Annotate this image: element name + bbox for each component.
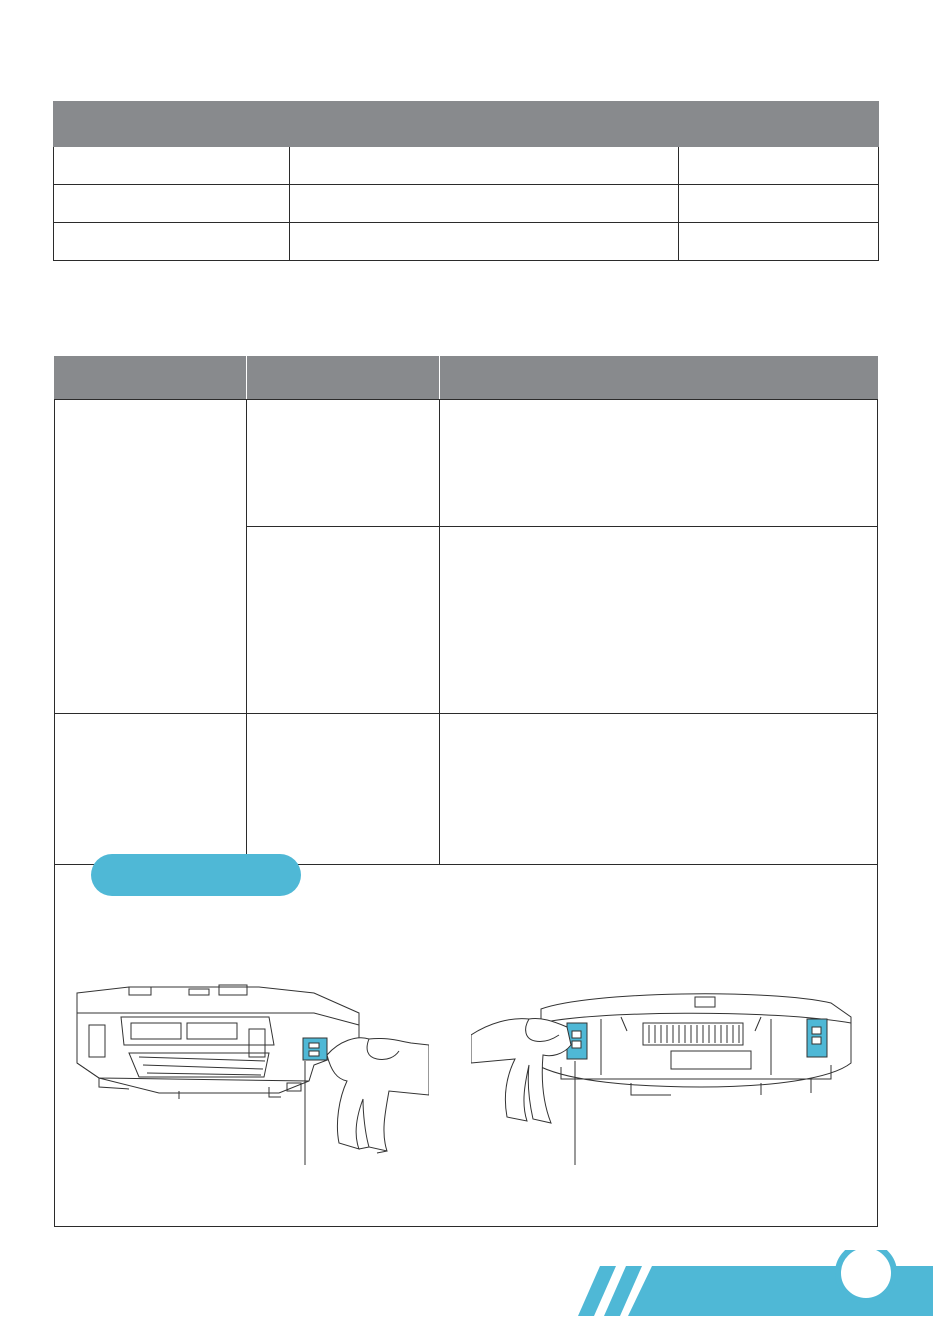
table-cell <box>679 223 879 261</box>
table-cell <box>679 147 879 185</box>
robot-base-cleaning-left-illustration <box>69 983 429 1173</box>
table-cell <box>54 185 290 223</box>
table-cell <box>54 147 290 185</box>
table-cell <box>439 527 877 714</box>
table-row <box>54 223 879 261</box>
specs-table <box>53 101 879 261</box>
table-row <box>54 185 879 223</box>
table-cell <box>54 223 290 261</box>
table-header-row <box>55 357 878 400</box>
table-cell <box>55 400 247 714</box>
table-row <box>55 400 878 527</box>
table-cell <box>289 147 679 185</box>
note-label-pill <box>91 854 301 896</box>
table-cell <box>246 400 439 527</box>
table-header-cell <box>246 357 439 400</box>
table-header-cell <box>54 102 290 147</box>
table-header-cell <box>55 357 247 400</box>
robot-base-cleaning-right-illustration <box>471 983 861 1173</box>
table-header-cell <box>439 357 877 400</box>
table-header-row <box>54 102 879 147</box>
table-cell <box>439 400 877 527</box>
table-cell <box>289 185 679 223</box>
footer-band <box>0 1250 933 1324</box>
table-header-cell <box>289 102 679 147</box>
table-row <box>54 147 879 185</box>
table-cell <box>289 223 679 261</box>
table-cell <box>246 527 439 714</box>
table-cell <box>679 185 879 223</box>
table-header-cell <box>679 102 879 147</box>
troubleshooting-table <box>54 356 878 865</box>
note-panel <box>54 818 878 1227</box>
page-number-circle <box>838 1250 894 1301</box>
